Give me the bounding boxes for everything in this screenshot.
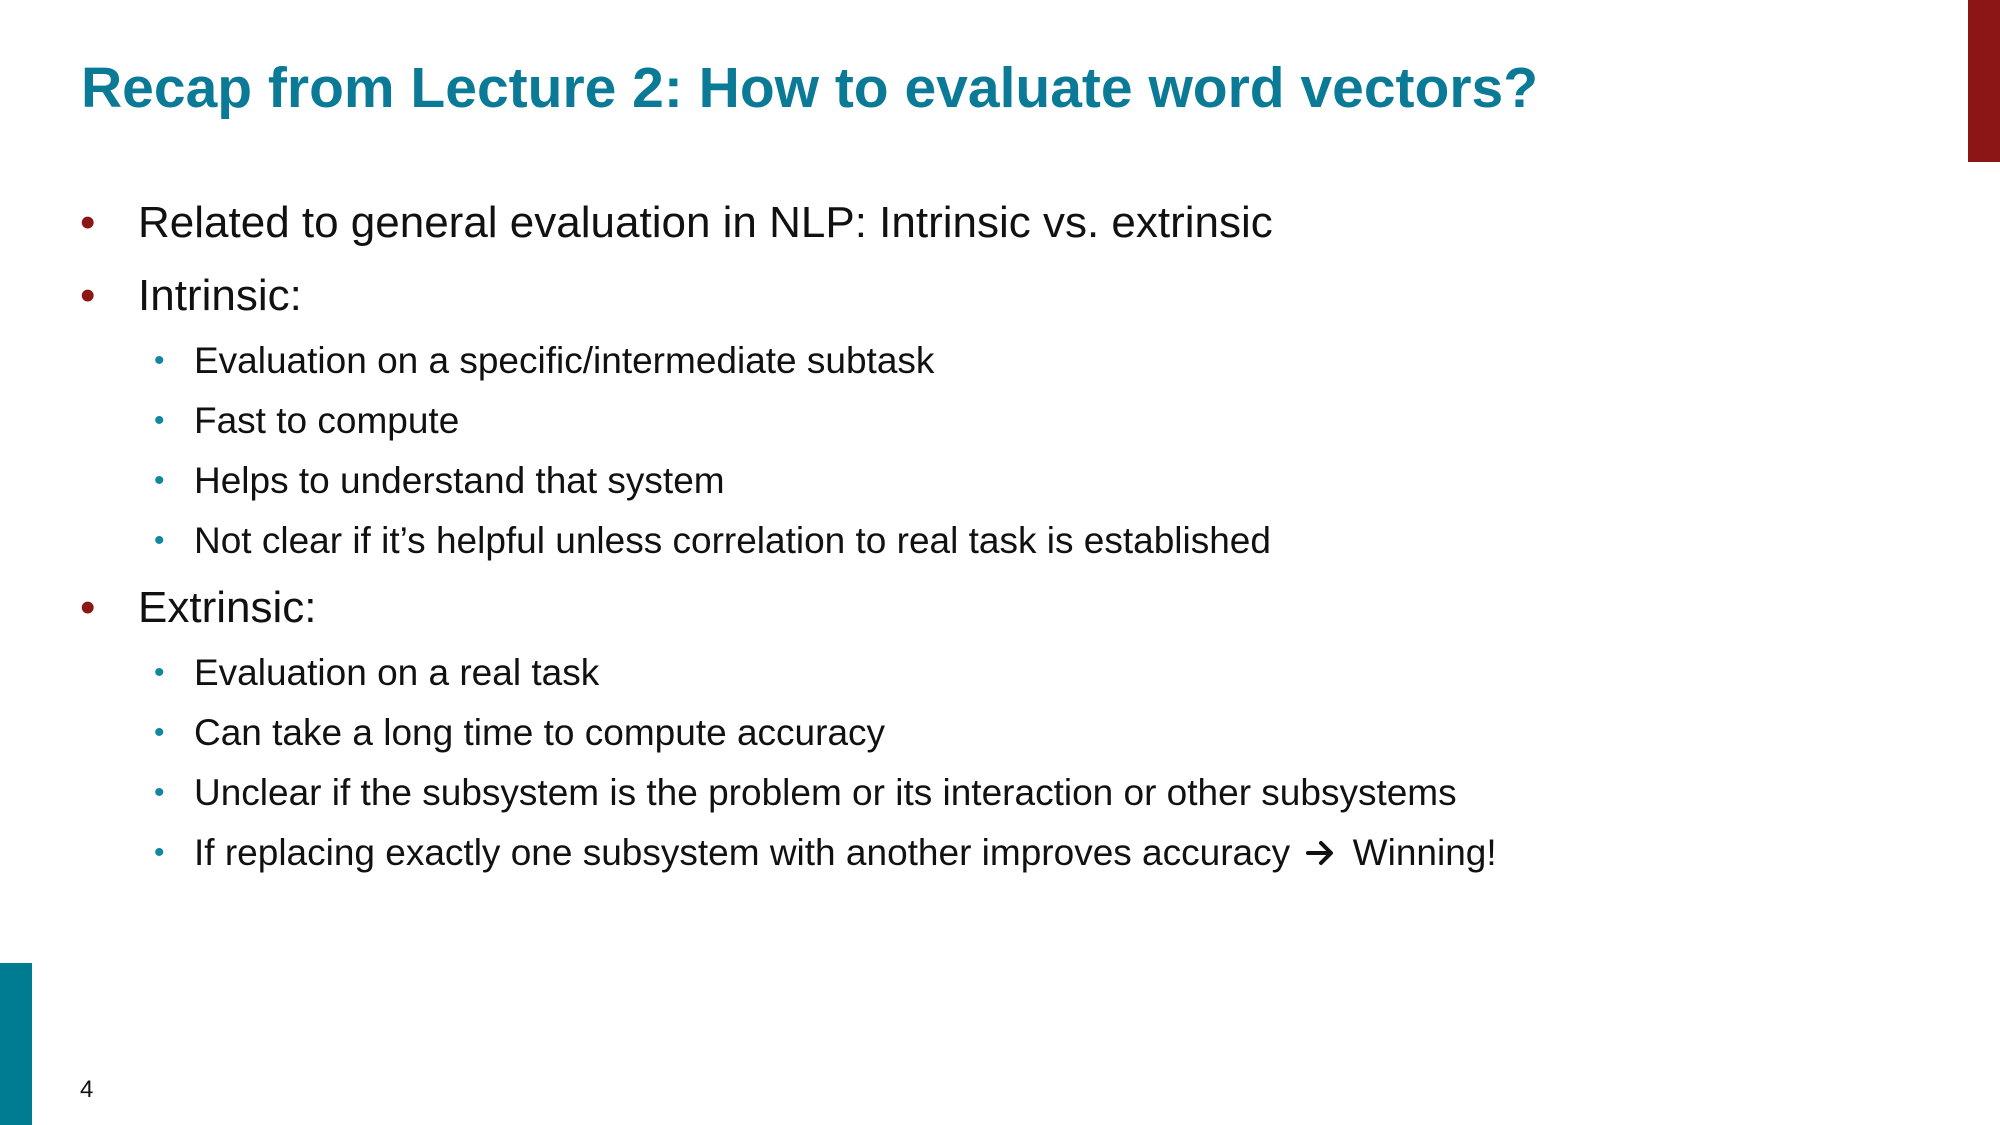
slide-title: Recap from Lecture 2: How to evaluate word vectors? bbox=[81, 56, 1539, 120]
bullet-dot: • bbox=[80, 271, 96, 320]
accent-bar-bottom-left bbox=[0, 963, 32, 1125]
sub-bullet-text: Helps to understand that system bbox=[194, 460, 725, 501]
sub-bullet-text: Fast to compute bbox=[194, 400, 460, 441]
bullet-text: Extrinsic: bbox=[138, 583, 317, 632]
sub-bullet-dot: • bbox=[154, 464, 165, 497]
last-item-before-text: If replacing exactly one subsystem with another improves accuracy bbox=[194, 832, 1291, 873]
sub-bullet-text: Not clear if it’s helpful unless correlation to real task is established bbox=[194, 520, 1271, 561]
sub-bullet-text: Can take a long time to compute accuracy bbox=[194, 712, 886, 753]
bullet-dot: • bbox=[80, 583, 96, 632]
bullet-text: Related to general evaluation in NLP: Intrinsic vs. extrinsic bbox=[138, 198, 1273, 247]
page-number: 4 bbox=[80, 1076, 94, 1103]
sub-bullet-dot: • bbox=[154, 836, 165, 869]
bullet-text: Intrinsic: bbox=[138, 271, 302, 320]
sub-bullet-text bbox=[194, 832, 1497, 876]
sub-bullet-text: Evaluation on a specific/intermediate subtask bbox=[194, 340, 935, 381]
sub-bullet-dot: • bbox=[154, 656, 165, 689]
sub-bullet-text: Unclear if the subsystem is the problem or its interaction or other subsystems bbox=[194, 772, 1457, 813]
accent-bar-top-right bbox=[1968, 0, 2000, 162]
sub-bullet-dot: • bbox=[154, 776, 165, 809]
bullet-dot: • bbox=[80, 198, 96, 247]
sub-bullet-text: Evaluation on a real task bbox=[194, 652, 600, 693]
last-item-after-text: Winning! bbox=[1352, 832, 1497, 873]
sub-bullet-dot: • bbox=[154, 404, 165, 437]
sub-bullet-dot: • bbox=[154, 524, 165, 557]
sub-bullet-dot: • bbox=[154, 344, 165, 377]
sub-bullet-dot: • bbox=[154, 716, 165, 749]
arrow-right-icon bbox=[1306, 834, 1336, 876]
